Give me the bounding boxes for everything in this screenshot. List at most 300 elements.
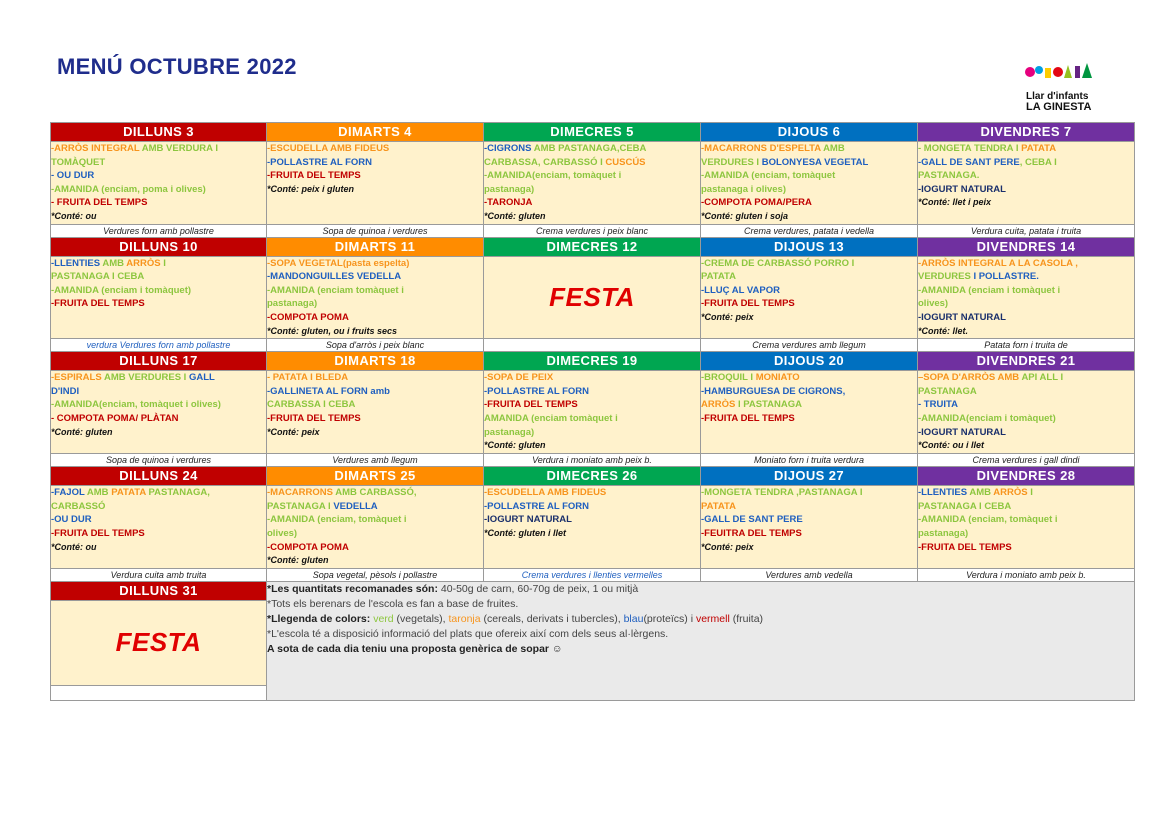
- dish-line: [267, 500, 483, 514]
- dish-text: CUSCÚS: [605, 156, 646, 168]
- dish-text: I PASTANAGA: [735, 399, 802, 411]
- menu-row: [51, 371, 1135, 454]
- dish-text: PASTANAGA I: [267, 500, 334, 512]
- info-line: [267, 642, 1134, 657]
- dinner-suggestion: Sopa vegetal, pèsols i pollastre: [267, 568, 484, 581]
- dish-text: -POLLASTRE AL FORN: [267, 156, 373, 168]
- day-menu: [484, 142, 701, 225]
- dish-text: -MANDONGUILLES VEDELLA: [267, 271, 402, 283]
- dish-line: [484, 486, 700, 500]
- day-header: DIVENDRES 14: [918, 237, 1135, 256]
- logo-shape: [1075, 66, 1080, 78]
- dish-text: PASTANAGA.: [918, 170, 980, 182]
- logo-shape: [1045, 68, 1051, 78]
- logo-shape: [1064, 65, 1072, 78]
- dish-line: [918, 371, 1134, 385]
- dish-text: CARBASSÓ: [51, 500, 106, 512]
- dish-line: [918, 325, 1134, 339]
- day-menu: [484, 486, 701, 569]
- dish-line: [267, 311, 483, 325]
- dish-line: [267, 486, 483, 500]
- dinner-suggestion: Sopa de quinoa i verdures: [267, 224, 484, 237]
- dish-text: PATATA: [701, 271, 736, 283]
- day-menu: [701, 371, 918, 454]
- dish-text: -ARRÒS INTEGRAL: [51, 143, 142, 154]
- allergen-note: *Conté: gluten i llet: [484, 527, 566, 538]
- dish-line: [918, 297, 1134, 311]
- dish-line: [701, 311, 917, 325]
- logo-shape: [1035, 66, 1043, 74]
- dish-text: -MACARRONS: [267, 487, 336, 499]
- dish-line: [267, 412, 483, 426]
- dish-text: pastanaga): [267, 298, 318, 310]
- dish-text: PASTANAGA: [918, 385, 977, 397]
- dinner-row: [51, 224, 1135, 237]
- allergen-note: *Conté: gluten i soja: [701, 210, 789, 221]
- dish-line: [701, 513, 917, 527]
- day-header-row: [51, 123, 1135, 142]
- dish-text: AMB PASTANAGA,CEBA: [533, 143, 647, 154]
- dish-text: pastanaga i olives): [701, 183, 787, 195]
- dish-text: -POLLASTRE AL FORN: [484, 385, 590, 397]
- dish-text: ARRÒS: [993, 487, 1028, 499]
- dish-line: [701, 196, 917, 210]
- dish-text: -FRUITA DEL TEMPS: [918, 541, 1012, 553]
- dish-text: I: [1027, 487, 1033, 499]
- dish-text: - COMPOTA POMA/ PLÀTAN: [51, 412, 179, 424]
- dish-line: [484, 142, 700, 156]
- dish-line: [918, 196, 1134, 210]
- dish-line: [267, 527, 483, 541]
- day-menu: [51, 256, 267, 339]
- dish-text: AMB CARBASSÓ,: [335, 487, 417, 499]
- dish-text: -IOGURT NATURAL: [484, 514, 572, 526]
- dish-line: [484, 398, 700, 412]
- dish-line: [918, 385, 1134, 399]
- day-menu: [51, 142, 267, 225]
- dish-text: -ESPIRALS: [51, 372, 104, 384]
- dish-text: -POLLASTRE AL FORN: [484, 500, 590, 512]
- day-menu: [267, 256, 484, 339]
- dish-text: -IOGURT NATURAL: [918, 426, 1006, 438]
- dish-text: -OU DUR: [51, 514, 92, 526]
- logo-shape: [1053, 67, 1063, 77]
- dish-line: [51, 412, 266, 426]
- dish-text: -FEUITRA DEL TEMPS: [701, 527, 802, 539]
- dish-line: [51, 196, 266, 210]
- day-header: DIMARTS 11: [267, 237, 484, 256]
- dish-line: [701, 156, 917, 170]
- dish-text: -ESCUDELLA AMB FIDEUS: [267, 143, 390, 154]
- day-header: DILLUNS 24: [51, 467, 267, 486]
- dish-text: VERDURES: [918, 271, 974, 283]
- allergen-note: *Conté: ou i llet: [918, 440, 984, 451]
- dish-line: [267, 398, 483, 412]
- dish-line: [484, 196, 700, 210]
- dish-text: -GALLINETA AL FORN amb: [267, 385, 390, 397]
- dinner-suggestion: verdura Verdures forn amb pollastre: [51, 339, 267, 352]
- day-header: DIJOUS 6: [701, 123, 918, 142]
- dish-text: -FRUITA DEL TEMPS: [51, 527, 145, 539]
- dish-text: -AMANIDA (enciam, poma i olives): [51, 183, 206, 195]
- dish-line: [701, 486, 917, 500]
- dish-text: -AMANIDA(enciam i tomàquet): [918, 412, 1056, 424]
- allergen-note: *Conté: peix: [267, 426, 320, 437]
- dish-line: [51, 169, 266, 183]
- dish-line: [484, 527, 700, 541]
- dish-line: [484, 183, 700, 197]
- dish-text: PASTANAGA I CEBA: [51, 271, 145, 283]
- dish-line: [51, 486, 266, 500]
- dish-line: [51, 297, 266, 311]
- dinner-suggestion: [51, 685, 267, 700]
- page-title: MENÚ OCTUBRE 2022: [57, 54, 297, 79]
- dish-line: [51, 257, 266, 271]
- dish-line: [918, 513, 1134, 527]
- dish-text: -HAMBURGUESA DE CIGRONS,: [701, 385, 846, 397]
- dish-text: -AMANIDA (enciam, tomàquet i: [918, 514, 1058, 526]
- dinner-suggestion: Verdures amb vedella: [701, 568, 918, 581]
- day-header: DIMECRES 12: [484, 237, 701, 256]
- dish-text: AMB VERDURES I: [103, 372, 189, 384]
- dinner-suggestion: Sopa de quinoa i verdures: [51, 454, 267, 467]
- info-text: *Les quantitats recomanades són:: [267, 582, 441, 595]
- day-header: DIVENDRES 21: [918, 352, 1135, 371]
- day-header: DIMECRES 19: [484, 352, 701, 371]
- info-text: (fruita): [729, 612, 764, 625]
- dinner-suggestion: Crema verdures i peix blanc: [484, 224, 701, 237]
- dish-text: -GALL DE SANT PERE: [701, 514, 803, 526]
- dish-line: [267, 541, 483, 555]
- dish-text: -AMANIDA (enciam, tomàquet i: [267, 514, 407, 526]
- dish-line: [51, 156, 266, 170]
- dish-text: AMB: [102, 257, 127, 269]
- dish-text: -AMANIDA (enciam i tomàquet): [51, 284, 192, 296]
- dinner-row: [51, 568, 1135, 581]
- dish-line: [701, 371, 917, 385]
- dinner-suggestion: Sopa d'arròs i peix blanc: [267, 339, 484, 352]
- day-header: DILLUNS 17: [51, 352, 267, 371]
- dish-text: -ESCUDELLA AMB FIDEUS: [484, 487, 607, 499]
- day-header: DIVENDRES 28: [918, 467, 1135, 486]
- logo-shape: [1025, 67, 1035, 77]
- day-header: DIMARTS 18: [267, 352, 484, 371]
- dinner-suggestion: Verdura cuita amb truita: [51, 568, 267, 581]
- dish-line: [51, 398, 266, 412]
- allergen-note: *Conté: ou: [51, 541, 97, 552]
- menu-table: [50, 122, 1135, 701]
- dish-text: -AMANIDA(enciam, tomàquet i: [484, 170, 622, 182]
- day-menu: [51, 486, 267, 569]
- dish-text: PASTANAGA I CEBA: [918, 500, 1012, 512]
- day-header-row: [51, 237, 1135, 256]
- info-text: *Llegenda de colors:: [267, 612, 374, 625]
- dish-text: AMANIDA (enciam tomàquet i: [484, 412, 618, 424]
- dish-text: AMB VERDURA I: [141, 143, 218, 154]
- dish-line: [918, 412, 1134, 426]
- dish-text: VERDURES I: [701, 156, 762, 168]
- day-header: DIMARTS 25: [267, 467, 484, 486]
- dish-line: [701, 412, 917, 426]
- dish-line: [701, 541, 917, 555]
- dish-text: -IOGURT NATURAL: [918, 311, 1006, 323]
- dish-text: pastanaga): [918, 527, 969, 539]
- dish-text: pastanaga): [484, 426, 535, 438]
- day-header: DILLUNS 31: [51, 581, 267, 600]
- info-text: (cereals, derivats i tubercles),: [480, 612, 624, 625]
- dish-text: -BROQUIL I: [701, 372, 756, 384]
- info-text: 40-50g de carn, 60-70g de peix, 1 ou mitjà: [440, 582, 639, 595]
- info-text: *L'escola té a disposició informació del plats que ofereix així com dels seus al·lèrgens.: [267, 627, 669, 640]
- dish-line: [918, 156, 1134, 170]
- dish-line: [701, 142, 917, 156]
- allergen-note: *Conté: llet.: [918, 325, 969, 336]
- dish-line: [267, 169, 483, 183]
- dish-line: [918, 284, 1134, 298]
- dish-line: [51, 142, 266, 156]
- info-notes: [267, 581, 1135, 700]
- logo-text: [1026, 92, 1091, 112]
- dish-text: I: [160, 257, 166, 269]
- dish-line: [701, 183, 917, 197]
- allergen-note: *Conté: peix: [701, 311, 754, 322]
- day-menu: [267, 371, 484, 454]
- day-header: DILLUNS 3: [51, 123, 267, 142]
- dish-line: [918, 257, 1134, 271]
- day-header: DIMECRES 5: [484, 123, 701, 142]
- dish-text: -FRUITA DEL TEMPS: [484, 399, 578, 411]
- allergen-note: *Conté: gluten: [484, 440, 546, 451]
- dish-line: [701, 297, 917, 311]
- dish-text: AMB: [823, 143, 845, 154]
- dinner-suggestion: Verdura cuita, patata i truita: [918, 224, 1135, 237]
- info-text: *Tots els berenars de l'escola es fan a base de fruites.: [267, 597, 519, 610]
- dish-line: [918, 500, 1134, 514]
- info-text: taronja: [448, 612, 481, 625]
- day-menu: [484, 256, 701, 339]
- dish-line: [701, 385, 917, 399]
- dish-text: -FAJOL: [51, 487, 87, 499]
- dinner-suggestion: Verdura i moniato amb peix b.: [484, 454, 701, 467]
- allergen-note: *Conté: peix: [701, 541, 754, 552]
- menu-row: [51, 142, 1135, 225]
- dish-line: [918, 398, 1134, 412]
- dish-text: -AMANIDA (enciam tomàquet i: [267, 284, 404, 296]
- dish-text: BOLONYESA VEGETAL: [761, 156, 869, 168]
- dinner-suggestion: Verdura i moniato amb peix b.: [918, 568, 1135, 581]
- dish-text: -MACARRONS D'ESPELTA: [701, 143, 824, 154]
- dish-text: -SOPA DE PEIX: [484, 372, 554, 384]
- dish-text: -CREMA DE CARBASSÓ PORRO I: [701, 257, 855, 269]
- dish-line: [51, 210, 266, 224]
- dish-line: [918, 311, 1134, 325]
- dish-line: [51, 385, 266, 399]
- dish-text: AMB: [86, 487, 112, 499]
- dish-text: GALL: [188, 372, 215, 384]
- dish-line: [267, 297, 483, 311]
- dish-text: - TRUITA: [918, 399, 958, 411]
- allergen-note: *Conté: ou: [51, 210, 97, 221]
- dish-line: [918, 426, 1134, 440]
- dish-line: [267, 257, 483, 271]
- dish-text: D'INDI: [51, 385, 80, 397]
- dish-text: -CIGRONS: [484, 143, 534, 154]
- day-menu: [918, 371, 1135, 454]
- holiday-label: FESTA: [115, 627, 202, 658]
- dish-line: [267, 426, 483, 440]
- dish-text: -LLENTIES: [51, 257, 103, 269]
- dish-line: [51, 371, 266, 385]
- dish-line: [51, 183, 266, 197]
- dish-text: olives): [918, 298, 949, 310]
- dish-line: [701, 270, 917, 284]
- dish-line: [701, 527, 917, 541]
- dish-text: - OU DUR: [51, 170, 95, 182]
- info-text: vermell: [695, 612, 730, 625]
- dish-text: -SOPA VEGETAL(pasta espelta): [267, 257, 410, 269]
- dish-line: [267, 513, 483, 527]
- allergen-note: *Conté: gluten: [267, 555, 329, 566]
- dish-text: -MONGETA TENDRA ,PASTANAGA I: [701, 487, 863, 499]
- dinner-row: [51, 339, 1135, 352]
- day-menu: [918, 486, 1135, 569]
- info-text: (proteïcs) i: [643, 612, 696, 625]
- day-header: DIJOUS 20: [701, 352, 918, 371]
- dish-text: olives): [267, 527, 298, 539]
- dish-line: [51, 284, 266, 298]
- day-menu: [51, 600, 267, 685]
- day-menu: [918, 142, 1135, 225]
- dish-line: [918, 270, 1134, 284]
- day-menu: [267, 486, 484, 569]
- dish-text: PASTANAGA,: [148, 487, 210, 499]
- logo-line-2: LA GINESTA: [1026, 101, 1092, 113]
- allergen-note: *Conté: gluten, ou i fruits secs: [267, 325, 398, 336]
- dish-line: [484, 439, 700, 453]
- info-line: [267, 612, 1134, 627]
- dish-text: ARRÒS: [126, 257, 161, 269]
- dish-line: [51, 527, 266, 541]
- dish-text: -COMPOTA POMA: [267, 311, 349, 323]
- dish-line: [918, 142, 1134, 156]
- dish-line: [484, 371, 700, 385]
- dish-text: -LLUÇ AL VAPOR: [701, 284, 780, 296]
- logo-shape: [1082, 63, 1092, 78]
- day-header-row: [51, 467, 1135, 486]
- dish-line: [267, 284, 483, 298]
- dish-line: [51, 513, 266, 527]
- day-menu: [918, 256, 1135, 339]
- dish-line: [484, 385, 700, 399]
- dish-text: pastanaga): [484, 183, 535, 195]
- dinner-suggestion: Moniato forn i truita verdura: [701, 454, 918, 467]
- dish-text: , CEBA I: [1019, 156, 1057, 168]
- day-menu: [267, 142, 484, 225]
- dish-text: I POLLASTRE.: [973, 271, 1039, 283]
- dish-text: -AMANIDA(enciam, tomàquet i olives): [51, 399, 221, 411]
- dish-line: [51, 541, 266, 555]
- dish-text: -ARRÒS INTEGRAL A LA CASOLA ,: [918, 257, 1078, 269]
- dish-text: API ALL I: [1021, 372, 1064, 384]
- info-text: verd: [373, 612, 394, 625]
- dish-line: [701, 284, 917, 298]
- dish-line: [701, 257, 917, 271]
- dish-line: [701, 169, 917, 183]
- day-header: DIMARTS 4: [267, 123, 484, 142]
- dish-text: -COMPOTA POMA: [267, 541, 349, 553]
- info-line: [267, 582, 1134, 597]
- dish-line: [484, 412, 700, 426]
- day-menu: [484, 371, 701, 454]
- dish-text: AMB: [969, 487, 994, 499]
- dish-line: [267, 270, 483, 284]
- info-line: [267, 627, 1134, 642]
- dinner-suggestion: [484, 339, 701, 352]
- dish-text: CARBASSA I CEBA: [267, 399, 356, 411]
- info-line: [267, 597, 1134, 612]
- day-header: DIVENDRES 7: [918, 123, 1135, 142]
- dish-text: -FRUITA DEL TEMPS: [267, 170, 361, 182]
- last-row: [51, 581, 1135, 600]
- dinner-suggestion: Crema verdures i llenties vermelles: [484, 568, 701, 581]
- dish-text: I: [1015, 143, 1022, 154]
- dish-line: [484, 426, 700, 440]
- dish-line: [51, 500, 266, 514]
- dish-line: [484, 156, 700, 170]
- dish-text: -AMANIDA (enciam, tomàquet: [701, 170, 836, 182]
- dish-line: [701, 210, 917, 224]
- dish-text: CARBASSA, CARBASSÓ I: [484, 156, 606, 168]
- menu-row: [51, 256, 1135, 339]
- dish-text: VEDELLA: [333, 500, 378, 512]
- day-menu: [701, 256, 918, 339]
- day-header: DIMECRES 26: [484, 467, 701, 486]
- dish-line: [701, 398, 917, 412]
- dish-line: [267, 385, 483, 399]
- dish-text: -FRUITA DEL TEMPS: [51, 298, 145, 310]
- dish-line: [484, 210, 700, 224]
- dish-text: TOMÀQUET: [51, 156, 106, 168]
- dinner-suggestion: Verdures amb llegum: [267, 454, 484, 467]
- dish-text: -FRUITA DEL TEMPS: [701, 412, 795, 424]
- dish-text: PATATA: [701, 500, 736, 512]
- dish-line: [918, 541, 1134, 555]
- dish-line: [267, 142, 483, 156]
- dinner-row: [51, 454, 1135, 467]
- allergen-note: *Conté: gluten: [484, 210, 546, 221]
- dish-text: - MONGETA TENDRA: [918, 143, 1016, 154]
- holiday-label: FESTA: [549, 281, 635, 312]
- dish-line: [918, 527, 1134, 541]
- day-header-row: [51, 352, 1135, 371]
- dish-text: PATATA: [111, 487, 149, 499]
- dish-line: [267, 183, 483, 197]
- dish-text: -IOGURT NATURAL: [918, 183, 1006, 195]
- allergen-note: *Conté: gluten: [51, 426, 113, 437]
- day-menu: [701, 486, 918, 569]
- dish-line: [918, 439, 1134, 453]
- dinner-suggestion: Crema verdures amb llegum: [701, 339, 918, 352]
- info-text: (vegetals),: [393, 612, 449, 625]
- dish-text: PATATA: [1021, 143, 1057, 154]
- dish-line: [267, 325, 483, 339]
- dish-line: [267, 371, 483, 385]
- dish-text: -GALL DE SANT PERE: [918, 156, 1020, 168]
- dish-line: [918, 183, 1134, 197]
- day-header: DIJOUS 13: [701, 237, 918, 256]
- dish-text: -AMANIDA (enciam i tomàquet i: [918, 284, 1061, 296]
- day-menu: [51, 371, 267, 454]
